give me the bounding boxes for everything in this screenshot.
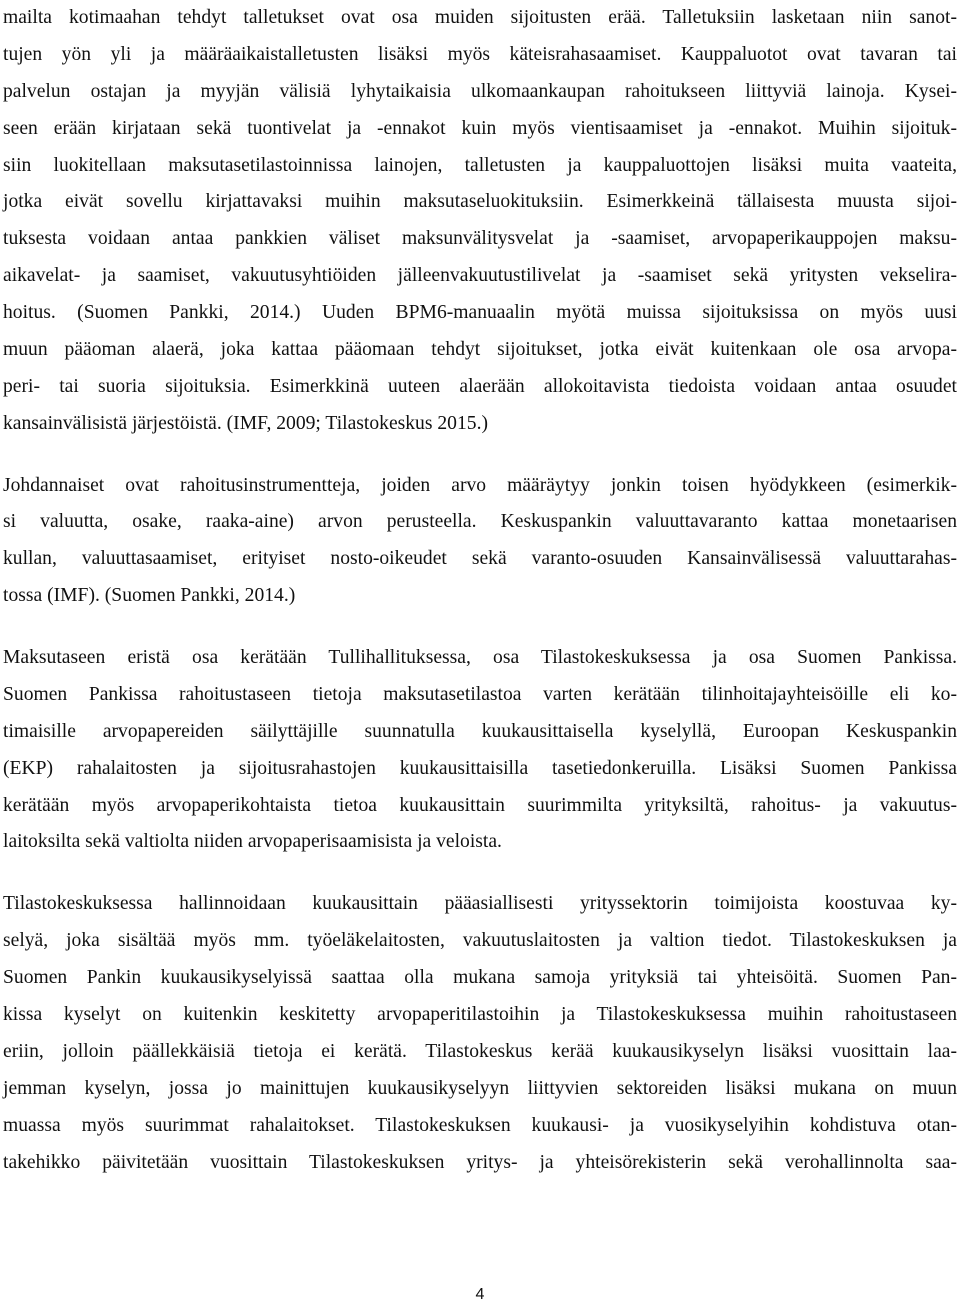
text-line: takehikko päivitetään vuosittain Tilastokeskuksen yritys- ja yhteisörekisterin sekä verohallinnolta saa- [3,1151,957,1173]
text-line: Tilastokeskuksessa hallinnoidaan kuukausittain pääasiallisesti yrityssektorin toimijoista koostuvaa ky- [3,893,957,915]
text-line: kerätään myös arvopaperikohtaista tietoa kuukausittain suurimmilta yrityksiltä, rahoitus- ja vakuutus- [3,794,957,816]
text-line: kansainvälisistä järjestöistä. (IMF, 2009; Tilastokeskus 2015.) [3,412,488,434]
text-line: jemman kyselyn, jossa jo mainittujen kuukausikyselyyn liittyvien sektoreiden lisäksi mukana on muun [3,1077,957,1099]
paragraph-derivatives [3,468,957,616]
text-line: hoitus. (Suomen Pankki, 2014.) Uuden BPM6-manuaalin myötä muissa sijoituksissa on myös uusi [3,302,957,324]
text-line: laitoksilta sekä valtiolta niiden arvopaperisaamisista ja veloista. [3,831,502,853]
text-line: Johdannaiset ovat rahoitusinstrumentteja, joiden arvo määräytyy jonkin toisen hyödykkeen (esimerkik- [3,474,957,496]
text-line: mailta kotimaahan tehdyt talletukset ovat osa muiden sijoitusten erää. Talletuksiin lasketaan niin sanot- [3,7,957,28]
text-line: muassa myös suurimmat rahalaitokset. Tilastokeskuksen kuukausi- ja vuosikyselyihin kohdistuva otan- [3,1114,957,1136]
text-line: muun pääoman alaerä, joka kattaa pääomaan tehdyt sijoitukset, jotka eivät kuitenkaan ole osa arvopa- [3,339,957,361]
text-line: tujen yön yli ja määräaikaistalletusten lisäksi myös käteisrahasaamiset. Kauppaluotot ovat tavaran tai [3,43,957,65]
text-line: tossa (IMF). (Suomen Pankki, 2014.) [3,585,296,607]
text-line: kissa kyselyt on kuitenkin keskitetty arvopaperitilastoihin ja Tilastokeskuksessa muihin rahoitustaseen [3,1003,957,1025]
text-line: seen erään kirjataan sekä tuontivelat ja -ennakot kuin myös vientisaamiset ja -ennakot. Muihin sijoituk- [3,117,957,139]
text-line: Suomen Pankin kuukausikyselyissä saattaa olla mukana samoja yrityksiä tai yhteisöitä. Suomen Pan- [3,967,957,989]
text-line: palvelun ostajan ja myyjän välisiä lyhytaikaisia ulkomaankaupan rahoitukseen liittyviä lainoja. Kysei- [3,80,957,102]
text-line: kullan, valuuttasaamiset, erityiset nosto-oikeudet sekä varanto-osuuden Kansainvälisessä valuuttarahas- [3,548,957,570]
paragraph-other-investments [3,0,957,443]
text-line: jotka eivät sovellu kirjattavaksi muihin maksutaseluokituksiin. Esimerkkeinä tällaisesta muusta sijoi- [3,191,957,213]
text-line: tuksesta voidaan antaa pankkien väliset maksunvälitysvelat ja -saamiset, arvopaperikauppojen maksu- [3,228,957,250]
text-line: peri- tai suoria sijoituksia. Esimerkkinä uuteen alaerään allokoitavista tiedoista voidaan antaa osuudet [3,375,957,397]
text-line: (EKP) rahalaitosten ja sijoitusrahastojen kuukausittaisilla tasetiedonkeruilla. Lisäksi Suomen Pankissa [3,757,957,779]
paragraph-data-collection [3,640,957,861]
text-line: si valuutta, osake, raaka-aine) arvon perusteella. Keskuspankin valuuttavaranto kattaa monetaarisen [3,511,957,533]
body-text [3,0,957,1181]
text-line: selyä, joka sisältää myös mm. työeläkelaitosten, vakuutuslaitosten ja valtion tiedot. Tilastokeskuksen ja [3,930,957,952]
text-line: siin luokitellaan maksutasetilastoinnissa lainojen, talletusten ja kauppaluottojen lisäksi muita vaateita, [3,154,957,176]
text-line: aikavelat- ja saamiset, vakuutusyhtiöiden jälleenvakuutustilivelat ja -saamiset sekä yritysten vekselira- [3,265,957,287]
text-line: Suomen Pankissa rahoitustaseen tietoja maksutasetilastoa varten kerätään tilinhoitajayhteisöille eli ko- [3,683,957,705]
page-number: 4 [475,1286,485,1303]
text-line: timaisille arvopapereiden säilyttäjille suunnatulla kuukausittaisella kyselyllä, Euroopan Keskuspankin [3,720,957,742]
text-line: Maksutaseen eristä osa kerätään Tullihallituksessa, osa Tilastokeskuksessa ja osa Suomen Pankissa. [3,647,957,669]
text-line: eriin, jolloin päällekkäisiä tietoja ei kerätä. Tilastokeskus kerää kuukausikyselyn lisäksi vuosittain laa- [3,1040,957,1062]
paragraph-statistics-finland [3,886,957,1181]
